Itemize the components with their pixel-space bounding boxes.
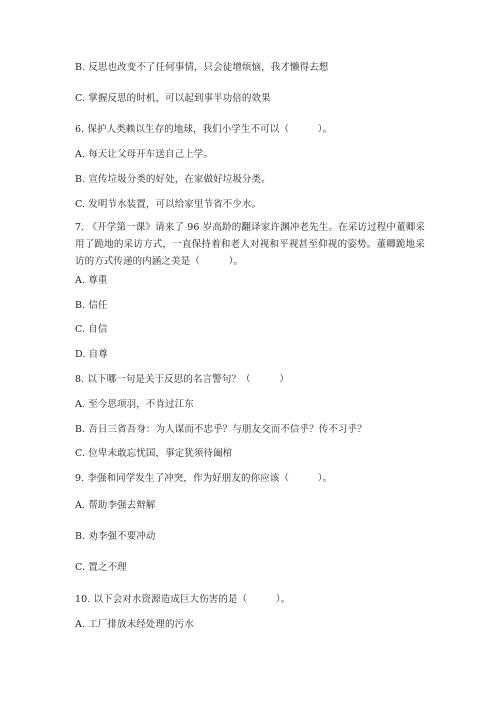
q9-question: 9. 李强和同学发生了冲突，作为好朋友的你应该（ ）。 <box>75 473 333 484</box>
q10-question: 10. 以下会对水资源造成巨大伤害的是（ ）。 <box>75 594 291 605</box>
q7-option-d: D. 自尊 <box>75 349 108 360</box>
q5-option-b: B. 反思也改变不了任何事情，只会徒增烦恼，我才懒得去想 <box>75 62 329 73</box>
q9-option-b: B. 劝李强不要冲动 <box>75 531 156 542</box>
q8-option-b: B. 吾日三省吾身：为人谋而不忠乎？与朋友交而不信乎？传不习乎？ <box>75 424 367 435</box>
q8-question: 8. 以下哪一句是关于反思的名言警句？（ ） <box>75 374 289 385</box>
q9-option-c: C. 置之不理 <box>75 562 127 573</box>
q7-question: 7. 《开学第一课》请来了 96 岁高龄的翻译家许渊冲老先生。在采访过程中董卿采用了跪地的采访方式，一直保持着和老人对视和平视甚至仰视的姿势。董卿跪地采访的方式传递的内涵之美是（ ）。 <box>75 222 425 267</box>
q6-option-b: B. 宣传垃圾分类的好处，在家做好垃圾分类。 <box>75 174 271 185</box>
q6-option-a: A. 每天让父母开车送自己上学。 <box>75 149 214 160</box>
q8-option-c: C. 位卑未敢忘忧国，事定犹须待阖棺 <box>75 448 233 459</box>
q8-option-a: A. 至今思项羽，不肯过江东 <box>75 399 194 410</box>
q6-question: 6. 保护人类赖以生存的地球，我们小学生不可以（ ）。 <box>75 124 333 135</box>
q10-option-a: A. 工厂排放未经处理的污水 <box>75 619 194 630</box>
q5-option-c: C. 掌握反思的时机，可以起到事半功倍的效果 <box>75 93 271 104</box>
q7-option-b: B. 信任 <box>75 300 108 311</box>
q9-option-a: A. 帮助李强去辩解 <box>75 500 156 511</box>
q7-option-a: A. 尊重 <box>75 275 108 286</box>
q6-option-c: C. 发明节水装置，可以给家里节省不少水。 <box>75 199 262 210</box>
q7-option-c: C. 自信 <box>75 324 108 335</box>
